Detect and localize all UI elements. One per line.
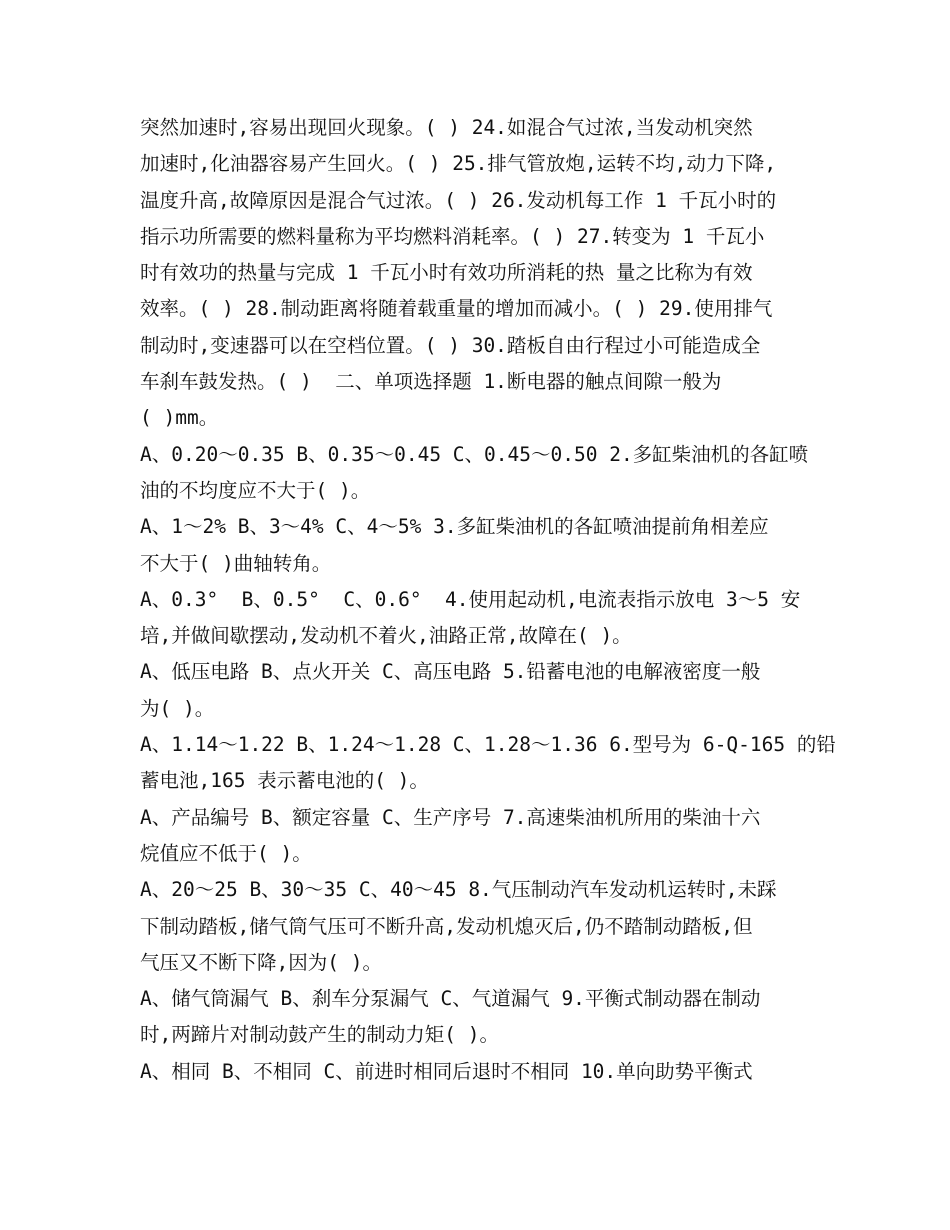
- text-line: 指示功所需要的燃料量称为平均燃料消耗率。( ) 27.转变为 1 千瓦小: [140, 224, 765, 248]
- text-line: ( )mm。: [140, 406, 219, 430]
- text-line: 烷值应不低于( )。: [140, 841, 312, 865]
- text-line: A、相同 B、不相同 C、前进时相同后退时不相同 10.单向助势平衡式: [140, 1059, 753, 1083]
- text-line: 时有效功的热量与完成 1 千瓦小时有效功所消耗的热 量之比称为有效: [140, 261, 753, 285]
- text-line: A、1～2% B、3～4% C、4～5% 3.多缸柴油机的各缸喷油提前角相差应: [140, 515, 769, 539]
- text-line: A、0.3° B、0.5° C、0.6° 4.使用起动机,电流表指示放电 3～5 安: [140, 587, 801, 611]
- text-line: 油的不均度应不大于( )。: [140, 478, 371, 502]
- text-line: 气压又不断下降,因为( )。: [140, 950, 382, 974]
- text-line: 温度升高,故障原因是混合气过浓。( ) 26.发动机每工作 1 千瓦小时的: [140, 188, 777, 212]
- text-line: 车刹车鼓发热。( ) 二、单项选择题 1.断电器的触点间隙一般为: [140, 370, 722, 394]
- text-line: 培,并做间歇摆动,发动机不着火,油路正常,故障在( )。: [140, 624, 632, 648]
- text-line: A、1.14～1.22 B、1.24～1.28 C、1.28～1.36 6.型号为 6-Q-165 的铅: [140, 733, 836, 757]
- text-line: 下制动踏板,储气筒气压可不断升高,发动机熄灭后,仍不踏制动踏板,但: [140, 914, 753, 938]
- text-line: A、0.20～0.35 B、0.35～0.45 C、0.45～0.50 2.多缸柴油机的各缸喷: [140, 442, 809, 466]
- text-line: 时,两蹄片对制动鼓产生的制动力矩( )。: [140, 1023, 499, 1047]
- document-body: [140, 110, 836, 1090]
- text-line: 加速时,化油器容易产生回火。( ) 25.排气管放炮,运转不均,动力下降,: [140, 152, 777, 176]
- text-line: A、储气筒漏气 B、刹车分泵漏气 C、气道漏气 9.平衡式制动器在制动: [140, 987, 761, 1011]
- text-line: A、低压电路 B、点火开关 C、高压电路 5.铅蓄电池的电解液密度一般: [140, 660, 761, 684]
- text-line: 制动时,变速器可以在空档位置。( ) 30.踏板自由行程过小可能造成全: [140, 333, 761, 357]
- text-line: 效率。( ) 28.制动距离将随着载重量的增加而减小。( ) 29.使用排气: [140, 297, 773, 321]
- text-line: 蓄电池,165 表示蓄电池的( )。: [140, 769, 429, 793]
- text-line: 为( )。: [140, 696, 215, 720]
- text-line: 不大于( )曲轴转角。: [140, 551, 332, 575]
- text-line: A、20～25 B、30～35 C、40～45 8.气压制动汽车发动机运转时,未踩: [140, 878, 777, 902]
- text-line: A、产品编号 B、额定容量 C、生产序号 7.高速柴油机所用的柴油十六: [140, 805, 761, 829]
- text-line: 突然加速时,容易出现回火现象。( ) 24.如混合气过浓,当发动机突然: [140, 116, 753, 139]
